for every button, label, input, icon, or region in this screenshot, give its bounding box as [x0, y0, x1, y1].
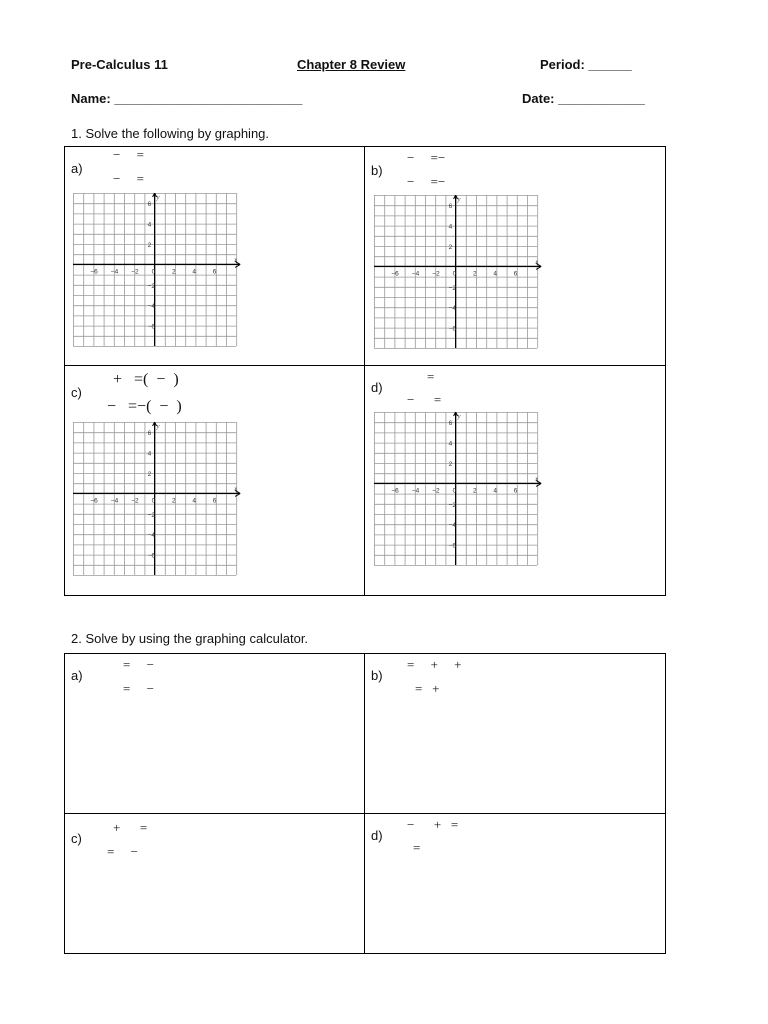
y-tick-label: 4	[147, 221, 152, 229]
x-tick-label: −4	[411, 270, 420, 278]
q2-equation: = + +	[407, 657, 462, 672]
y-axis-label: y	[457, 196, 461, 203]
y-axis-label: y	[156, 423, 160, 430]
course-name: Pre-Calculus 11	[71, 57, 168, 72]
y-tick-label: −4	[448, 522, 457, 530]
y-tick-label: 6	[147, 430, 152, 438]
x-tick-label: −6	[391, 487, 399, 495]
coordinate-grid	[374, 195, 545, 355]
x-tick-label: −6	[90, 268, 98, 276]
y-tick-label: −2	[448, 501, 457, 509]
y-tick-label: −6	[147, 552, 156, 560]
y-tick-label: −2	[448, 284, 457, 292]
grid-svg	[73, 422, 244, 577]
x-axis-label: x	[234, 256, 238, 264]
q2-equation: − + =	[407, 817, 459, 832]
period-field: Period: ______	[540, 57, 632, 72]
x-tick-label: −4	[411, 487, 420, 495]
q1-cell-a	[64, 146, 365, 366]
y-tick-label: −6	[448, 325, 457, 333]
x-tick-label: 4	[192, 268, 197, 276]
x-tick-label: −2	[432, 270, 440, 278]
q2-part-label: b)	[371, 668, 383, 683]
q2-cell-a	[64, 653, 365, 814]
q2-cell-b	[364, 653, 666, 814]
y-tick-label: 6	[448, 203, 453, 211]
y-tick-label: 6	[147, 201, 152, 209]
x-tick-label: 0	[151, 268, 156, 276]
q2-equation: = −	[123, 657, 154, 672]
x-tick-label: −6	[391, 270, 399, 278]
q2-cell-d	[364, 813, 666, 954]
y-tick-label: −4	[147, 532, 156, 540]
question-2-table	[64, 653, 666, 954]
y-tick-label: 2	[147, 242, 152, 249]
q1-cell-c	[64, 365, 365, 596]
y-tick-label: 2	[448, 244, 453, 251]
y-tick-label: −6	[147, 323, 156, 331]
q2-cell-c	[64, 813, 365, 954]
x-tick-label: −4	[110, 268, 119, 276]
x-tick-label: 6	[513, 270, 518, 278]
question-1-prompt: 1. Solve the following by graphing.	[71, 126, 270, 141]
q1-part-label: b)	[371, 163, 383, 178]
coordinate-grid	[73, 422, 244, 582]
date-field: Date: ____________	[522, 91, 645, 106]
y-tick-label: 4	[448, 223, 453, 231]
x-tick-label: 2	[473, 487, 477, 495]
q2-part-label: a)	[71, 668, 83, 683]
q2-part-label: c)	[71, 831, 82, 846]
x-tick-label: 6	[212, 268, 217, 276]
y-tick-label: 2	[147, 471, 152, 478]
q1-cell-d	[364, 365, 666, 596]
x-tick-label: 2	[473, 270, 477, 278]
x-tick-label: −2	[131, 497, 139, 505]
q1-equation: − =−	[407, 150, 446, 165]
coordinate-grid	[73, 193, 244, 353]
q2-equation: = +	[415, 681, 440, 696]
y-tick-label: −4	[147, 303, 156, 311]
q2-equation: + =	[113, 820, 148, 835]
q2-part-label: d)	[371, 828, 383, 843]
x-tick-label: 6	[212, 497, 217, 505]
q1-equation: − =	[113, 171, 144, 186]
question-1-table	[64, 146, 666, 596]
y-axis-label: y	[156, 194, 160, 201]
x-tick-label: 0	[151, 497, 156, 505]
x-tick-label: 4	[192, 497, 197, 505]
x-axis-label: x	[535, 258, 539, 266]
q2-equation: = −	[123, 681, 154, 696]
y-tick-label: −6	[448, 542, 457, 550]
x-tick-label: −2	[131, 268, 139, 276]
y-tick-label: −4	[448, 305, 457, 313]
x-tick-label: 2	[172, 497, 176, 505]
x-axis-label: x	[535, 475, 539, 483]
question-2-prompt: 2. Solve by using the graphing calculator.	[71, 631, 309, 646]
x-tick-label: 4	[493, 270, 498, 278]
x-tick-label: −2	[432, 487, 440, 495]
q1-part-label: a)	[71, 161, 83, 176]
q1-equation: + =( − )	[113, 371, 179, 388]
q1-part-label: c)	[71, 385, 82, 400]
coordinate-grid	[374, 412, 545, 572]
y-tick-label: −2	[147, 282, 156, 290]
worksheet-title: Chapter 8 Review	[297, 57, 406, 72]
y-tick-label: 4	[448, 440, 453, 448]
q2-equation: =	[413, 840, 421, 855]
y-tick-label: −2	[147, 511, 156, 519]
x-tick-label: 6	[513, 487, 518, 495]
y-tick-label: 4	[147, 450, 152, 458]
name-field: Name: __________________________	[71, 91, 303, 106]
q1-equation: =	[427, 369, 435, 384]
y-tick-label: 6	[448, 420, 453, 428]
grid-svg	[73, 193, 244, 348]
y-axis-label: y	[457, 413, 461, 420]
y-tick-label: 2	[448, 461, 453, 468]
x-tick-label: 0	[452, 270, 457, 278]
x-tick-label: −6	[90, 497, 98, 505]
grid-svg	[374, 195, 545, 350]
q1-equation: − =−( − )	[107, 398, 182, 415]
q1-part-label: d)	[371, 380, 383, 395]
q2-equation: = −	[107, 844, 138, 859]
x-axis-label: x	[234, 485, 238, 493]
x-tick-label: 2	[172, 268, 176, 276]
x-tick-label: 4	[493, 487, 498, 495]
q1-equation: − =	[407, 392, 442, 407]
q1-equation: − =−	[407, 174, 446, 189]
x-tick-label: −4	[110, 497, 119, 505]
q1-equation: − =	[113, 147, 144, 162]
x-tick-label: 0	[452, 487, 457, 495]
q1-cell-b	[364, 146, 666, 366]
grid-svg	[374, 412, 545, 567]
